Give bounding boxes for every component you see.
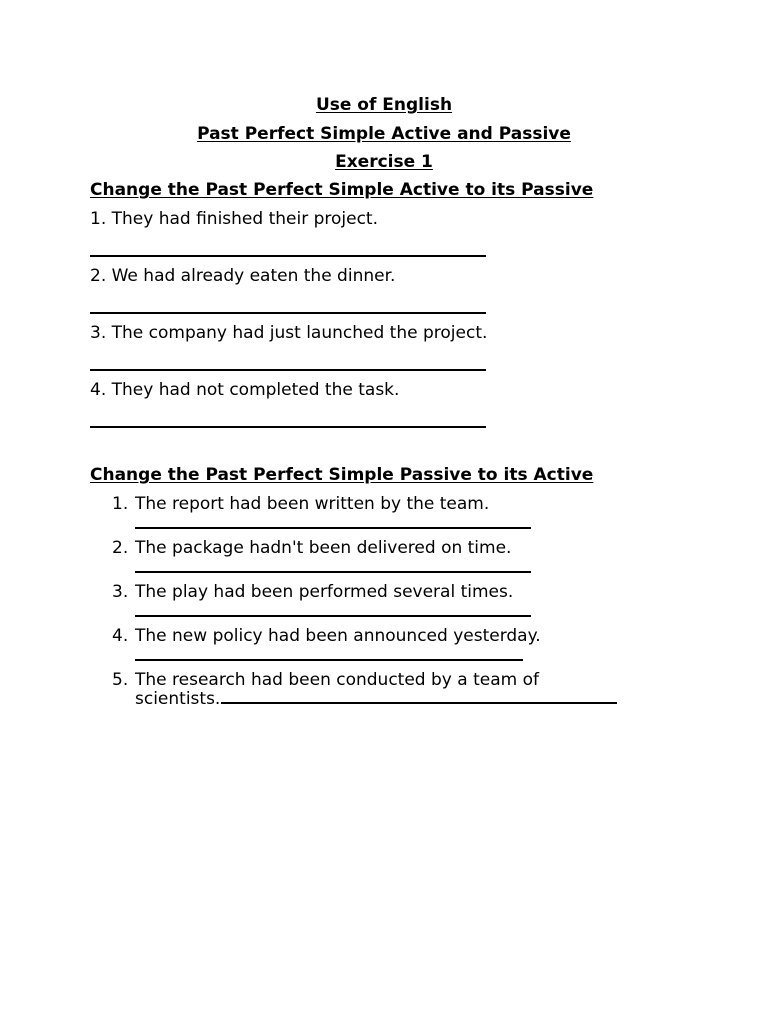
- exercise-sentence: The report had been written by the team.: [135, 494, 490, 514]
- exercise-sentence: 3. The company had just launched the project.: [90, 323, 488, 343]
- exercise-sentence: The research had been conducted by a team of: [135, 670, 539, 690]
- answer-blank[interactable]: [90, 255, 486, 257]
- answer-blank[interactable]: [90, 312, 486, 314]
- exercise-sentence: 4. They had not completed the task.: [90, 380, 400, 400]
- item-number: 4.: [112, 626, 129, 646]
- document-subtitle: Past Perfect Simple Active and Passive: [197, 124, 571, 144]
- item-number: 1.: [112, 494, 129, 514]
- exercise-sentence: The package hadn't been delivered on time.: [135, 538, 512, 558]
- item-number: 5.: [112, 670, 129, 690]
- exercise-sentence-end: scientists.: [135, 689, 221, 709]
- numbered-exercise-item: [112, 628, 541, 644]
- numbered-exercise-item: [112, 672, 539, 688]
- answer-blank[interactable]: [90, 426, 486, 428]
- item-number: 3.: [112, 582, 129, 602]
- answer-blank[interactable]: [135, 571, 531, 573]
- section-heading-passive-to-active: Change the Past Perfect Simple Passive to its Active: [90, 465, 594, 485]
- answer-blank[interactable]: [90, 369, 486, 371]
- answer-blank[interactable]: [221, 688, 617, 704]
- answer-blank[interactable]: [135, 615, 531, 617]
- numbered-exercise-item: [112, 496, 489, 512]
- answer-blank[interactable]: [135, 659, 523, 661]
- document-title: Use of English: [315, 95, 453, 115]
- answer-blank[interactable]: [135, 527, 531, 529]
- exercise-sentence: 1. They had finished their project.: [90, 209, 379, 229]
- numbered-exercise-item: [112, 584, 513, 600]
- numbered-exercise-item: [112, 540, 511, 556]
- exercise-title: Exercise 1: [335, 152, 433, 172]
- exercise-sentence-continuation: [135, 688, 617, 707]
- exercise-sentence: The new policy had been announced yesterday.: [135, 626, 541, 646]
- item-number: 2.: [112, 538, 129, 558]
- exercise-sentence: 2. We had already eaten the dinner.: [90, 266, 396, 286]
- exercise-sentence: The play had been performed several times.: [135, 582, 514, 602]
- section-heading-active-to-passive: Change the Past Perfect Simple Active to its Passive: [90, 180, 594, 200]
